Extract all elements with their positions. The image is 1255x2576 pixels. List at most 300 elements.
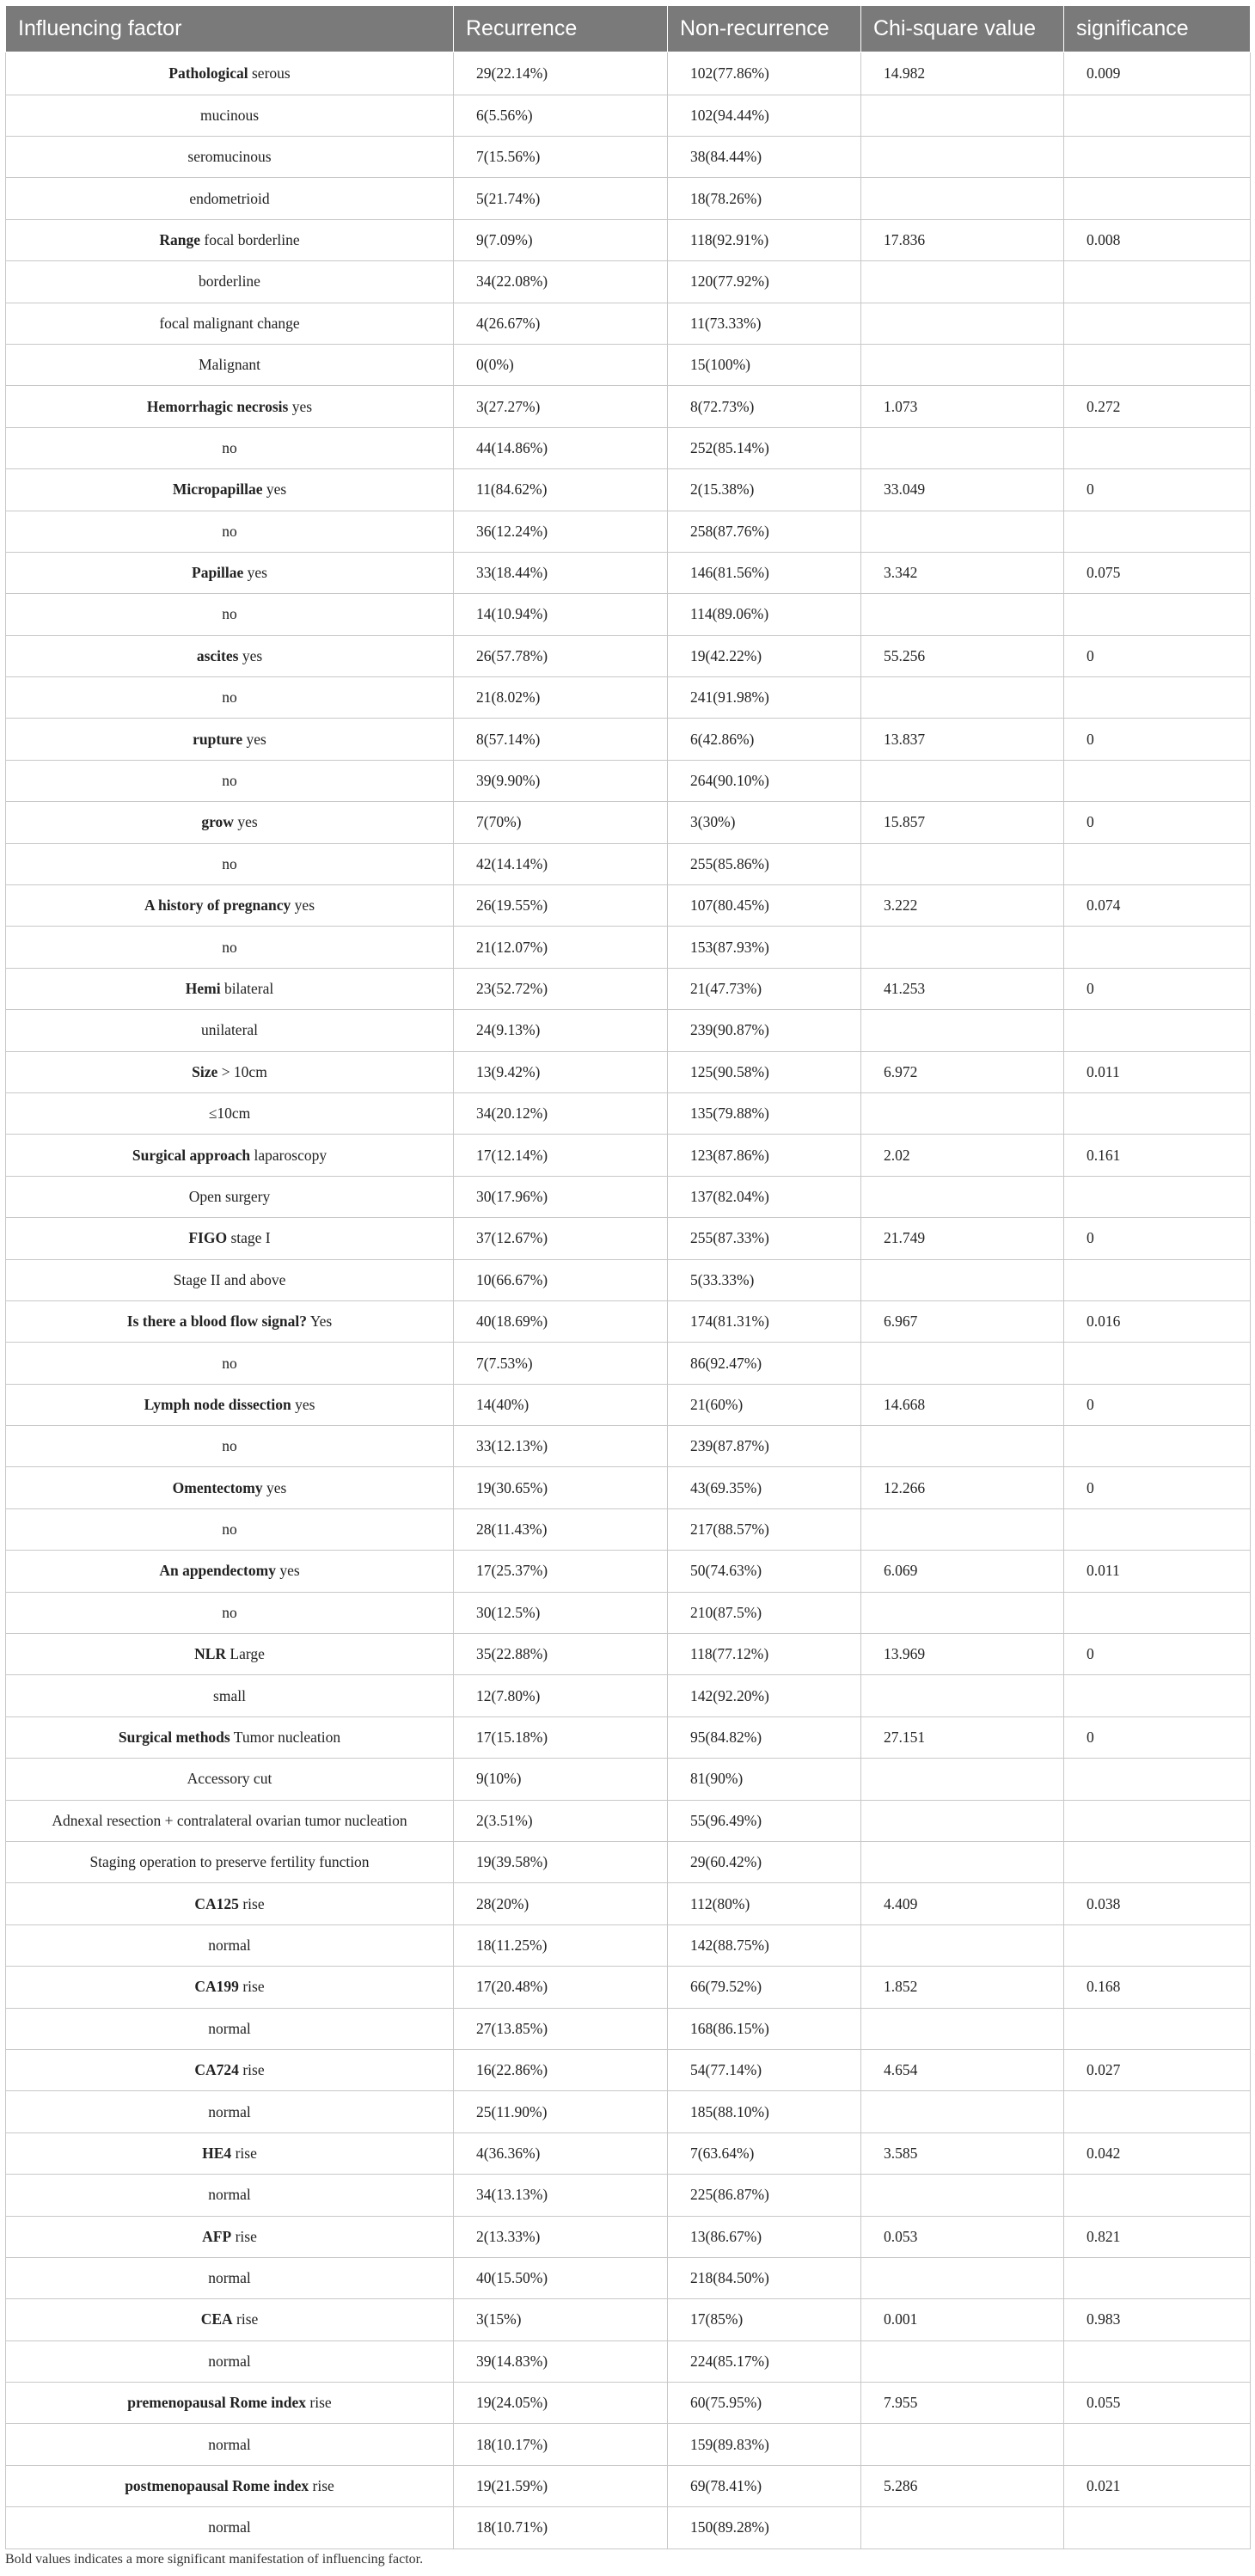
factor-name: Hemorrhagic necrosis xyxy=(146,397,289,415)
table-row xyxy=(6,2091,1251,2132)
factor-cell xyxy=(6,469,454,511)
chi-square-cell: 21.749 xyxy=(861,1218,1064,1259)
significance-cell: 0.272 xyxy=(1064,386,1251,427)
factor-cell xyxy=(6,1592,454,1633)
factor-cell xyxy=(6,95,454,136)
significance-cell xyxy=(1064,2257,1251,2298)
factor-cell xyxy=(6,2257,454,2298)
factor-level: yes xyxy=(247,564,267,582)
table-row xyxy=(6,1800,1251,1841)
factor-level: ≤10cm xyxy=(208,1104,251,1123)
recurrence-cell: 7(7.53%) xyxy=(454,1343,668,1384)
recurrence-cell: 2(13.33%) xyxy=(454,2216,668,2257)
table-row xyxy=(6,719,1251,760)
chi-square-cell: 7.955 xyxy=(861,2383,1064,2424)
table-row xyxy=(6,1967,1251,2008)
table-row xyxy=(6,2507,1251,2548)
non-recurrence-cell: 86(92.47%) xyxy=(668,1343,861,1384)
factor-level: normal xyxy=(208,2102,251,2120)
factor-cell xyxy=(6,303,454,344)
table-row xyxy=(6,635,1251,676)
non-recurrence-cell: 252(85.14%) xyxy=(668,427,861,468)
table-row xyxy=(6,427,1251,468)
significance-cell xyxy=(1064,261,1251,303)
factor-cell xyxy=(6,885,454,927)
recurrence-cell: 39(14.83%) xyxy=(454,2340,668,2382)
factor-cell xyxy=(6,1508,454,1550)
table-row xyxy=(6,2465,1251,2506)
table-row xyxy=(6,52,1251,95)
recurrence-cell: 19(24.05%) xyxy=(454,2383,668,2424)
recurrence-cell: 34(20.12%) xyxy=(454,1092,668,1134)
significance-cell xyxy=(1064,178,1251,219)
table-row xyxy=(6,2257,1251,2298)
factor-level: no xyxy=(222,688,237,707)
factor-cell xyxy=(6,1842,454,1883)
recurrence-cell: 36(12.24%) xyxy=(454,511,668,552)
recurrence-cell: 23(52.72%) xyxy=(454,968,668,1009)
significance-cell: 0 xyxy=(1064,802,1251,843)
chi-square-cell xyxy=(861,1759,1064,1800)
non-recurrence-cell: 5(33.33%) xyxy=(668,1259,861,1300)
significance-cell: 0.011 xyxy=(1064,1551,1251,1592)
significance-cell: 0.011 xyxy=(1064,1051,1251,1092)
recurrence-cell: 12(7.80%) xyxy=(454,1675,668,1716)
factor-name: rupture xyxy=(193,730,243,748)
header-significance: significance xyxy=(1064,6,1251,52)
factor-cell xyxy=(6,2383,454,2424)
factor-cell xyxy=(6,386,454,427)
factor-cell xyxy=(6,1467,454,1508)
factor-level: endometrioid xyxy=(189,189,270,207)
factor-level: no xyxy=(222,1521,237,1539)
factor-level: rise xyxy=(235,2144,257,2162)
factor-name: Range xyxy=(159,230,200,248)
recurrence-cell: 26(19.55%) xyxy=(454,885,668,927)
non-recurrence-cell: 142(92.20%) xyxy=(668,1675,861,1716)
factor-level: rise xyxy=(235,2227,257,2245)
factor-cell xyxy=(6,2299,454,2340)
non-recurrence-cell: 217(88.57%) xyxy=(668,1508,861,1550)
table-row xyxy=(6,594,1251,635)
recurrence-cell: 28(20%) xyxy=(454,1883,668,1924)
chi-square-cell: 0.053 xyxy=(861,2216,1064,2257)
factor-level: > 10cm xyxy=(221,1062,267,1080)
table-row xyxy=(6,2049,1251,2090)
factor-cell xyxy=(6,2507,454,2548)
factor-cell xyxy=(6,1426,454,1467)
factor-name: postmenopausal Rome index xyxy=(125,2477,309,2495)
recurrence-cell: 19(39.58%) xyxy=(454,1842,668,1883)
recurrence-cell: 11(84.62%) xyxy=(454,469,668,511)
significance-cell: 0 xyxy=(1064,1634,1251,1675)
non-recurrence-cell: 54(77.14%) xyxy=(668,2049,861,2090)
table-row xyxy=(6,1135,1251,1176)
factor-name: Papillae xyxy=(192,564,244,582)
recurrence-cell: 42(14.14%) xyxy=(454,843,668,884)
factor-level: Tumor nucleation xyxy=(233,1729,341,1747)
non-recurrence-cell: 153(87.93%) xyxy=(668,927,861,968)
chi-square-cell xyxy=(861,303,1064,344)
factor-level: yes xyxy=(246,730,266,748)
factor-level: no xyxy=(222,854,237,872)
significance-cell xyxy=(1064,1842,1251,1883)
recurrence-cell: 30(17.96%) xyxy=(454,1176,668,1217)
factor-cell xyxy=(6,261,454,303)
chi-square-cell: 27.151 xyxy=(861,1716,1064,1758)
non-recurrence-cell: 120(77.92%) xyxy=(668,261,861,303)
recurrence-cell: 40(15.50%) xyxy=(454,2257,668,2298)
factor-name: premenopausal Rome index xyxy=(127,2394,307,2412)
table-row xyxy=(6,219,1251,260)
non-recurrence-cell: 69(78.41%) xyxy=(668,2465,861,2506)
chi-square-cell xyxy=(861,136,1064,177)
table-row xyxy=(6,1842,1251,1883)
factor-level: Adnexal resection + contralateral ovarian tumor nucleation xyxy=(52,1811,407,1829)
factor-cell xyxy=(6,1924,454,1966)
table-row xyxy=(6,1924,1251,1966)
factor-name: grow xyxy=(201,813,234,831)
table-row xyxy=(6,1051,1251,1092)
table-row xyxy=(6,1426,1251,1467)
table-row xyxy=(6,2383,1251,2424)
factor-level: borderline xyxy=(199,272,260,291)
recurrence-cell: 29(22.14%) xyxy=(454,52,668,95)
factor-level: seromucinous xyxy=(187,148,272,166)
recurrence-cell: 17(15.18%) xyxy=(454,1716,668,1758)
significance-cell xyxy=(1064,1010,1251,1051)
recurrence-cell: 3(15%) xyxy=(454,2299,668,2340)
non-recurrence-cell: 114(89.06%) xyxy=(668,594,861,635)
factor-level: Large xyxy=(230,1645,265,1663)
chi-square-cell xyxy=(861,2424,1064,2465)
factor-cell xyxy=(6,968,454,1009)
factor-cell xyxy=(6,594,454,635)
table-row xyxy=(6,2175,1251,2216)
significance-cell xyxy=(1064,927,1251,968)
non-recurrence-cell: 137(82.04%) xyxy=(668,1176,861,1217)
significance-cell: 0.038 xyxy=(1064,1883,1251,1924)
non-recurrence-cell: 38(84.44%) xyxy=(668,136,861,177)
significance-cell: 0.074 xyxy=(1064,885,1251,927)
recurrence-cell: 9(10%) xyxy=(454,1759,668,1800)
significance-cell: 0.161 xyxy=(1064,1135,1251,1176)
factor-level: yes xyxy=(294,896,315,915)
factor-level: Malignant xyxy=(199,356,260,374)
recurrence-cell: 25(11.90%) xyxy=(454,2091,668,2132)
factor-name: CEA xyxy=(200,2310,233,2328)
significance-cell: 0.168 xyxy=(1064,1967,1251,2008)
recurrence-cell: 17(20.48%) xyxy=(454,1967,668,2008)
non-recurrence-cell: 81(90%) xyxy=(668,1759,861,1800)
chi-square-cell: 13.969 xyxy=(861,1634,1064,1675)
chi-square-cell: 1.852 xyxy=(861,1967,1064,2008)
factor-level: rise xyxy=(312,2477,334,2495)
factor-level: yes xyxy=(291,397,313,415)
non-recurrence-cell: 258(87.76%) xyxy=(668,511,861,552)
factor-cell xyxy=(6,1343,454,1384)
chi-square-cell: 15.857 xyxy=(861,802,1064,843)
significance-cell: 0 xyxy=(1064,719,1251,760)
table-row xyxy=(6,1592,1251,1633)
factor-level: yes xyxy=(266,1478,287,1496)
non-recurrence-cell: 118(77.12%) xyxy=(668,1634,861,1675)
non-recurrence-cell: 60(75.95%) xyxy=(668,2383,861,2424)
table-row xyxy=(6,677,1251,719)
chi-square-cell xyxy=(861,427,1064,468)
recurrence-cell: 14(40%) xyxy=(454,1384,668,1425)
factor-cell xyxy=(6,1551,454,1592)
recurrence-cell: 24(9.13%) xyxy=(454,1010,668,1051)
chi-square-cell: 33.049 xyxy=(861,469,1064,511)
factor-name: ascites xyxy=(196,646,239,664)
chi-square-cell: 5.286 xyxy=(861,2465,1064,2506)
non-recurrence-cell: 55(96.49%) xyxy=(668,1800,861,1841)
recurrence-cell: 39(9.90%) xyxy=(454,760,668,801)
significance-cell: 0.027 xyxy=(1064,2049,1251,2090)
non-recurrence-cell: 225(86.87%) xyxy=(668,2175,861,2216)
factor-cell xyxy=(6,635,454,676)
factor-level: no xyxy=(222,938,237,956)
factor-cell xyxy=(6,1675,454,1716)
factor-name: Omentectomy xyxy=(172,1478,263,1496)
chi-square-cell: 6.069 xyxy=(861,1551,1064,1592)
factor-cell xyxy=(6,1883,454,1924)
table-row xyxy=(6,136,1251,177)
factor-name: Hemi xyxy=(185,979,221,997)
chi-square-cell xyxy=(861,1592,1064,1633)
significance-cell xyxy=(1064,677,1251,719)
significance-cell xyxy=(1064,843,1251,884)
factor-level: no xyxy=(222,605,237,623)
factor-cell xyxy=(6,1967,454,2008)
significance-cell: 0 xyxy=(1064,635,1251,676)
recurrence-cell: 13(9.42%) xyxy=(454,1051,668,1092)
significance-cell xyxy=(1064,760,1251,801)
factor-level: yes xyxy=(295,1395,315,1413)
significance-cell: 0 xyxy=(1064,1218,1251,1259)
factor-cell xyxy=(6,1800,454,1841)
factor-level: serous xyxy=(252,64,291,82)
recurrence-cell: 6(5.56%) xyxy=(454,95,668,136)
chi-square-cell xyxy=(861,344,1064,385)
non-recurrence-cell: 43(69.35%) xyxy=(668,1467,861,1508)
chi-square-cell xyxy=(861,2340,1064,2382)
factor-name: NLR xyxy=(194,1645,227,1663)
chi-square-cell xyxy=(861,261,1064,303)
recurrence-cell: 2(3.51%) xyxy=(454,1800,668,1841)
non-recurrence-cell: 210(87.5%) xyxy=(668,1592,861,1633)
non-recurrence-cell: 159(89.83%) xyxy=(668,2424,861,2465)
table-row xyxy=(6,1551,1251,1592)
non-recurrence-cell: 118(92.91%) xyxy=(668,219,861,260)
recurrence-cell: 28(11.43%) xyxy=(454,1508,668,1550)
recurrence-cell: 7(70%) xyxy=(454,802,668,843)
chi-square-cell xyxy=(861,927,1064,968)
factor-cell xyxy=(6,344,454,385)
chi-square-cell xyxy=(861,1343,1064,1384)
non-recurrence-cell: 8(72.73%) xyxy=(668,386,861,427)
factor-cell xyxy=(6,1759,454,1800)
recurrence-cell: 40(18.69%) xyxy=(454,1300,668,1342)
recurrence-cell: 30(12.5%) xyxy=(454,1592,668,1633)
factor-level: no xyxy=(222,1354,237,1372)
table-row xyxy=(6,1384,1251,1425)
influencing-factor-table-container xyxy=(5,5,1250,2549)
header-recurrence: Recurrence xyxy=(454,6,668,52)
factor-name: Lymph node dissection xyxy=(144,1395,291,1413)
factor-name: A history of pregnancy xyxy=(144,896,291,915)
factor-cell xyxy=(6,1218,454,1259)
factor-level: normal xyxy=(208,2186,251,2204)
non-recurrence-cell: 21(60%) xyxy=(668,1384,861,1425)
non-recurrence-cell: 21(47.73%) xyxy=(668,968,861,1009)
chi-square-cell: 3.342 xyxy=(861,552,1064,593)
table-row xyxy=(6,178,1251,219)
factor-name: An appendectomy xyxy=(159,1562,276,1580)
table-row xyxy=(6,760,1251,801)
factor-level: normal xyxy=(208,2269,251,2287)
chi-square-cell xyxy=(861,760,1064,801)
factor-name: Surgical methods xyxy=(118,1729,230,1747)
significance-cell xyxy=(1064,344,1251,385)
table-row xyxy=(6,2132,1251,2174)
chi-square-cell xyxy=(861,1924,1064,1966)
factor-cell xyxy=(6,1716,454,1758)
chi-square-cell xyxy=(861,1426,1064,1467)
table-row xyxy=(6,1343,1251,1384)
factor-cell xyxy=(6,1176,454,1217)
significance-cell: 0.983 xyxy=(1064,2299,1251,2340)
recurrence-cell: 37(12.67%) xyxy=(454,1218,668,1259)
table-row xyxy=(6,1259,1251,1300)
table-row xyxy=(6,1508,1251,1550)
factor-cell xyxy=(6,136,454,177)
table-row xyxy=(6,1759,1251,1800)
chi-square-cell: 4.409 xyxy=(861,1883,1064,1924)
chi-square-cell: 13.837 xyxy=(861,719,1064,760)
factor-level: normal xyxy=(208,2518,251,2536)
factor-level: focal borderline xyxy=(204,230,300,248)
factor-level: Open surgery xyxy=(188,1187,271,1205)
table-row xyxy=(6,1092,1251,1134)
non-recurrence-cell: 185(88.10%) xyxy=(668,2091,861,2132)
non-recurrence-cell: 125(90.58%) xyxy=(668,1051,861,1092)
factor-cell xyxy=(6,1135,454,1176)
factor-cell xyxy=(6,2216,454,2257)
chi-square-cell xyxy=(861,1675,1064,1716)
factor-level: Stage II and above xyxy=(173,1270,286,1288)
significance-cell xyxy=(1064,1675,1251,1716)
chi-square-cell: 6.972 xyxy=(861,1051,1064,1092)
non-recurrence-cell: 255(87.33%) xyxy=(668,1218,861,1259)
significance-cell: 0 xyxy=(1064,1467,1251,1508)
non-recurrence-cell: 239(90.87%) xyxy=(668,1010,861,1051)
table-footnote: Bold values indicates a more significant manifestation of influencing factor. xyxy=(5,2552,424,2567)
factor-name: FIGO xyxy=(188,1229,228,1247)
non-recurrence-cell: 17(85%) xyxy=(668,2299,861,2340)
factor-level: no xyxy=(222,772,237,790)
table-row xyxy=(6,1176,1251,1217)
chi-square-cell xyxy=(861,1259,1064,1300)
recurrence-cell: 18(10.17%) xyxy=(454,2424,668,2465)
recurrence-cell: 34(22.08%) xyxy=(454,261,668,303)
chi-square-cell: 14.982 xyxy=(861,52,1064,95)
factor-name: Pathological xyxy=(168,64,248,82)
chi-square-cell: 2.02 xyxy=(861,1135,1064,1176)
table-row xyxy=(6,843,1251,884)
influencing-factor-table xyxy=(5,5,1251,2549)
non-recurrence-cell: 66(79.52%) xyxy=(668,1967,861,2008)
table-row xyxy=(6,344,1251,385)
significance-cell: 0.042 xyxy=(1064,2132,1251,2174)
significance-cell xyxy=(1064,1426,1251,1467)
non-recurrence-cell: 95(84.82%) xyxy=(668,1716,861,1758)
significance-cell xyxy=(1064,1592,1251,1633)
significance-cell xyxy=(1064,136,1251,177)
recurrence-cell: 18(10.71%) xyxy=(454,2507,668,2548)
factor-cell xyxy=(6,2008,454,2049)
factor-level: bilateral xyxy=(223,979,274,997)
recurrence-cell: 17(25.37%) xyxy=(454,1551,668,1592)
factor-cell xyxy=(6,2091,454,2132)
table-row xyxy=(6,1634,1251,1675)
table-row xyxy=(6,1300,1251,1342)
significance-cell: 0 xyxy=(1064,968,1251,1009)
non-recurrence-cell: 174(81.31%) xyxy=(668,1300,861,1342)
table-row xyxy=(6,261,1251,303)
table-row xyxy=(6,1010,1251,1051)
recurrence-cell: 27(13.85%) xyxy=(454,2008,668,2049)
factor-name: Micropapillae xyxy=(172,480,263,499)
factor-level: yes xyxy=(279,1562,300,1580)
factor-name: CA125 xyxy=(194,1894,239,1912)
factor-level: unilateral xyxy=(200,1021,259,1039)
table-row xyxy=(6,885,1251,927)
non-recurrence-cell: 112(80%) xyxy=(668,1883,861,1924)
chi-square-cell xyxy=(861,2008,1064,2049)
chi-square-cell xyxy=(861,1800,1064,1841)
table-row xyxy=(6,1883,1251,1924)
non-recurrence-cell: 18(78.26%) xyxy=(668,178,861,219)
recurrence-cell: 19(30.65%) xyxy=(454,1467,668,1508)
recurrence-cell: 5(21.74%) xyxy=(454,178,668,219)
factor-cell xyxy=(6,1010,454,1051)
significance-cell: 0 xyxy=(1064,1384,1251,1425)
chi-square-cell: 12.266 xyxy=(861,1467,1064,1508)
table-row xyxy=(6,2340,1251,2382)
significance-cell xyxy=(1064,2008,1251,2049)
factor-cell xyxy=(6,52,454,95)
factor-level: rise xyxy=(236,2310,259,2328)
recurrence-cell: 18(11.25%) xyxy=(454,1924,668,1966)
recurrence-cell: 10(66.67%) xyxy=(454,1259,668,1300)
table-row xyxy=(6,927,1251,968)
non-recurrence-cell: 142(88.75%) xyxy=(668,1924,861,1966)
chi-square-cell xyxy=(861,511,1064,552)
table-row xyxy=(6,1716,1251,1758)
recurrence-cell: 21(12.07%) xyxy=(454,927,668,968)
non-recurrence-cell: 146(81.56%) xyxy=(668,552,861,593)
table-row xyxy=(6,2216,1251,2257)
factor-level: normal xyxy=(208,2019,251,2037)
factor-cell xyxy=(6,1634,454,1675)
significance-cell xyxy=(1064,1176,1251,1217)
header-influencing-factor: Influencing factor xyxy=(6,6,454,52)
significance-cell xyxy=(1064,1092,1251,1134)
non-recurrence-cell: 102(94.44%) xyxy=(668,95,861,136)
significance-cell xyxy=(1064,1800,1251,1841)
